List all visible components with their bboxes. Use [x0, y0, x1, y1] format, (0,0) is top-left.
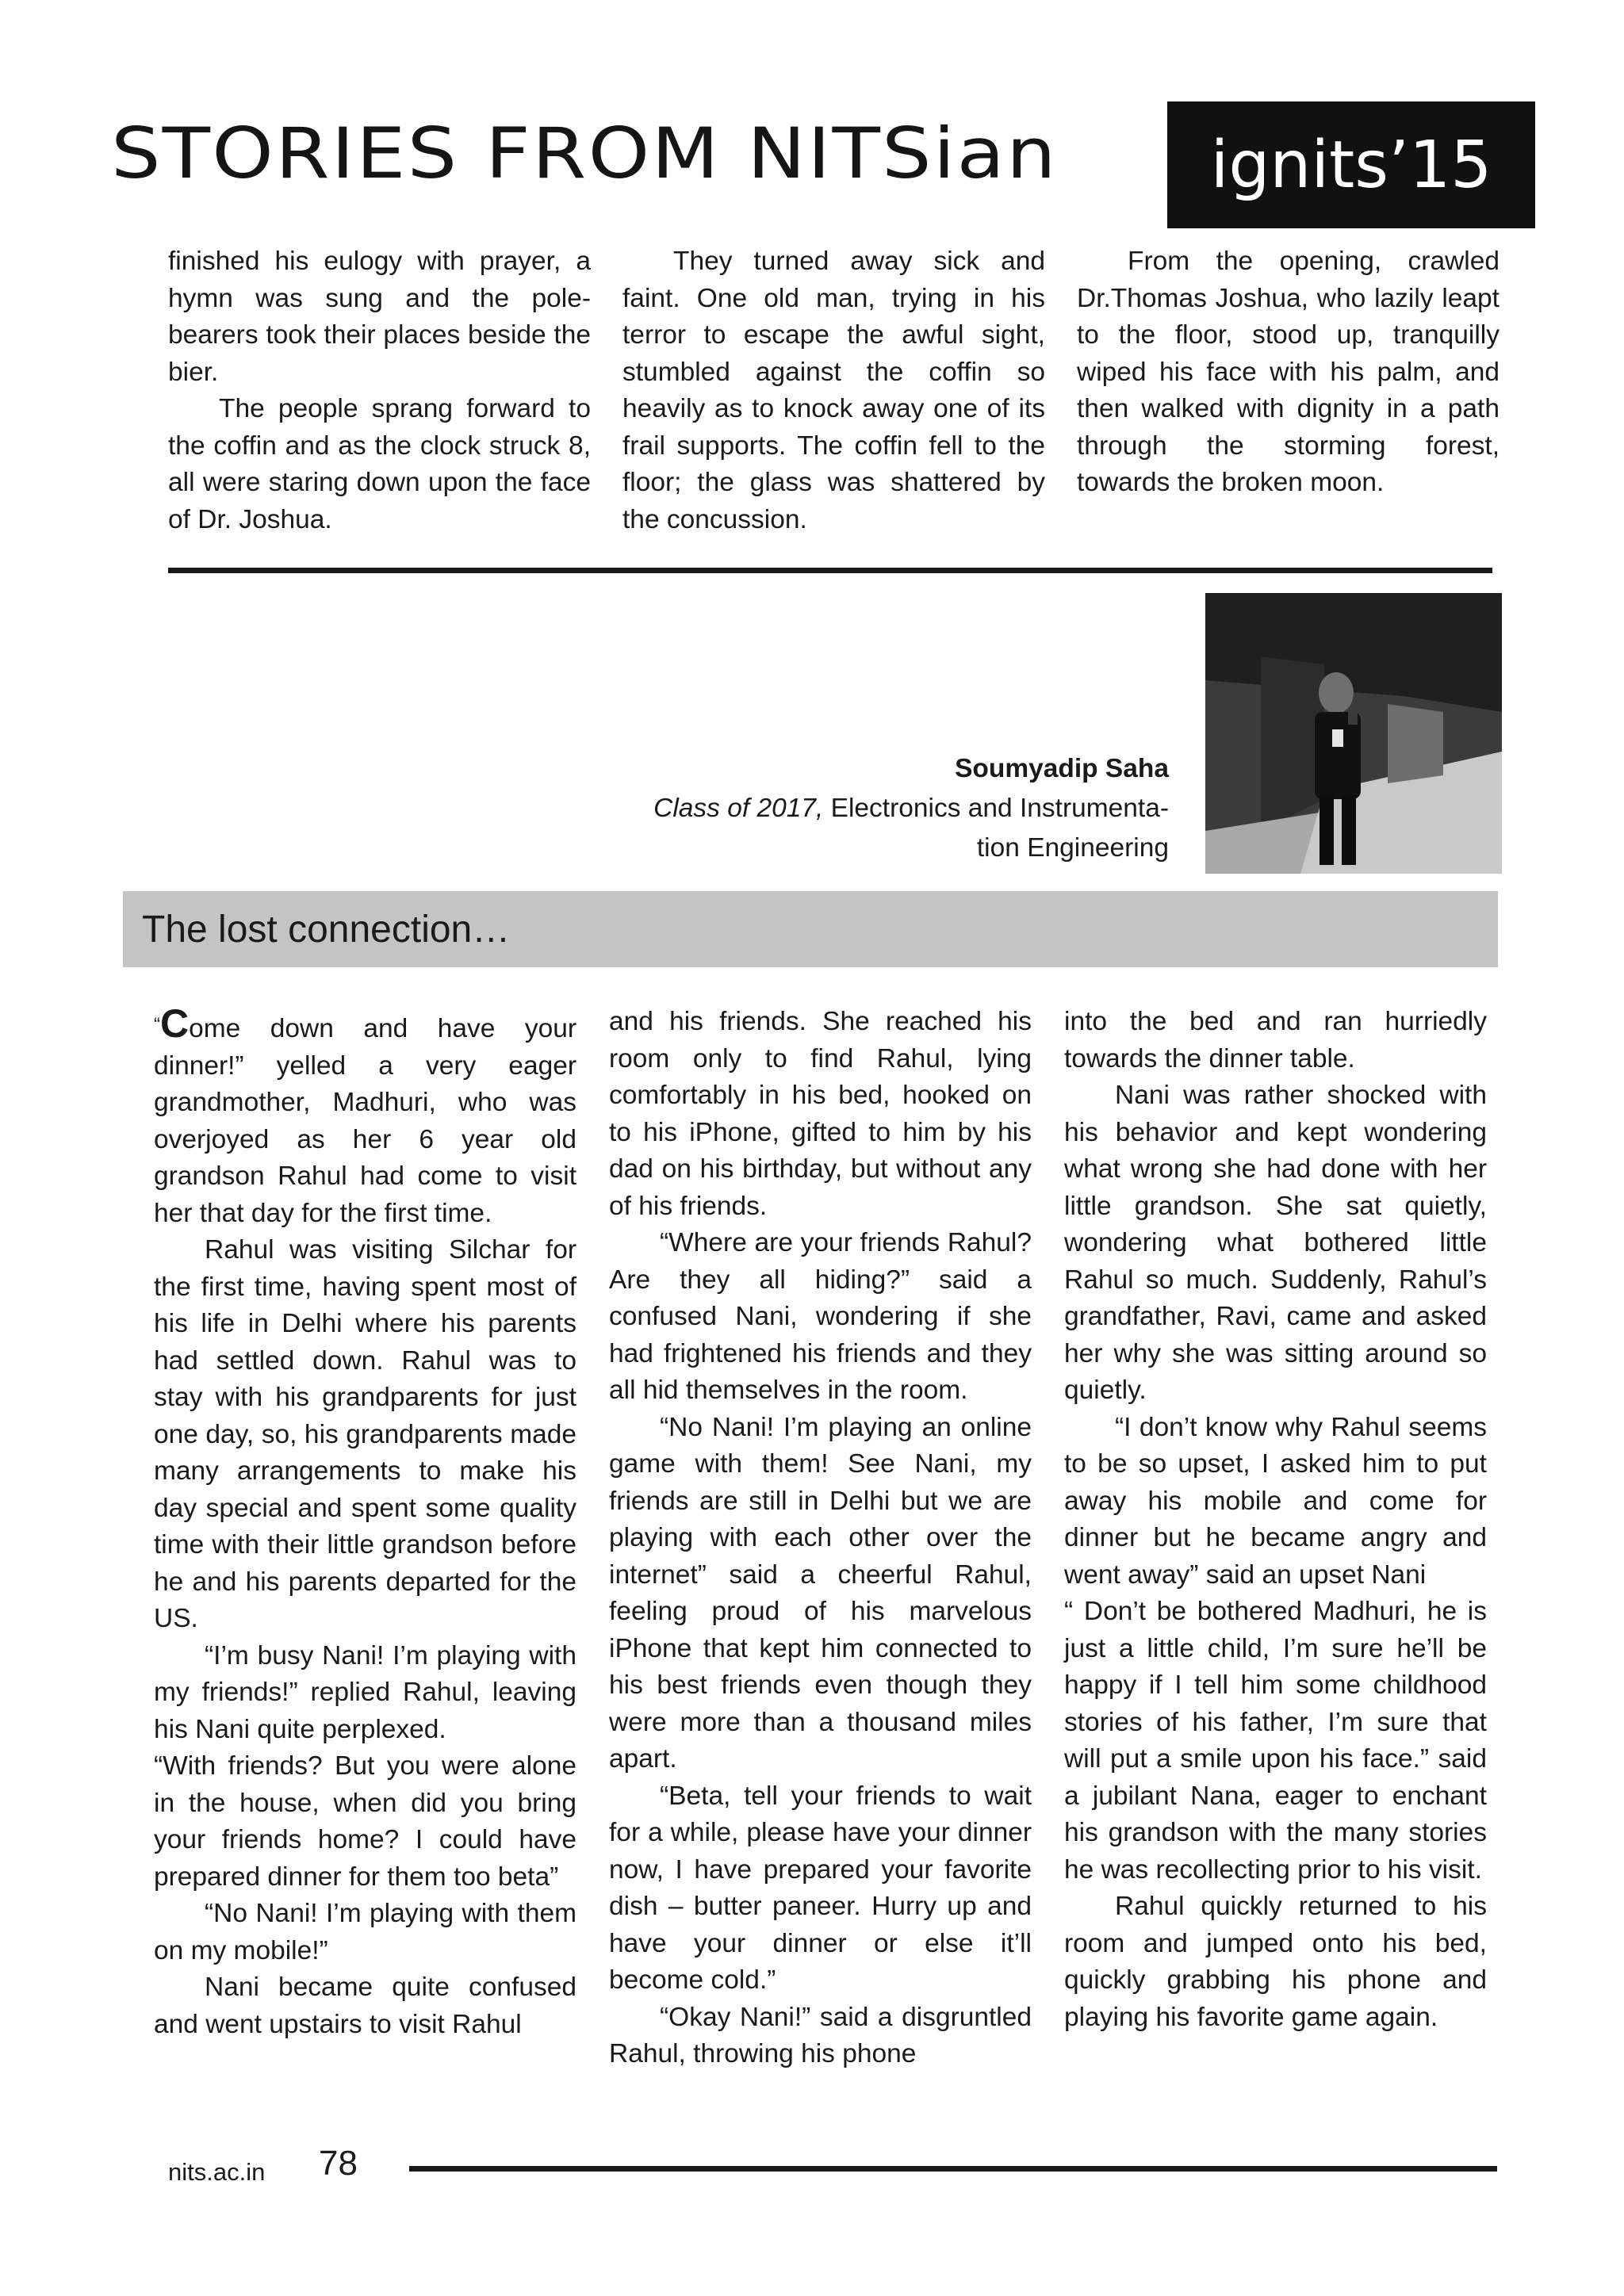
paragraph: The people sprang forward to the coffin and as the clock struck 8, all were staring down upon the face of Dr. Joshua. — [168, 394, 591, 534]
paragraph: They turned away sick and faint. One old man, trying in his terror to escape the awful sight, stumbled against the coffin so heavily as to knock away one of its frail supports. The coffin fell to the floor; the glass was shattered by the concussion. — [622, 247, 1045, 534]
paragraph: “ Don’t be bothered Madhuri, he is just a little child, I’m sure he’ll be happy if I tell him some childhood stories of his father, I’m sure that will put a smile upon his face.” said a jubilant Nana, eager to enchant his grandson with the many stories he was recollecting prior to his visit. — [1064, 1597, 1487, 1885]
paragraph — [154, 1001, 576, 1232]
open-quote: “ — [154, 1014, 160, 1035]
magazine-section-title: STORIES FROM NITSian — [111, 113, 1058, 194]
paragraph: “I don’t know why Rahul seems to be so upset, I asked him to put away his mobile and come for dinner but he became angry and went away” said an upset Nani — [1064, 1412, 1487, 1590]
paragraph: “Beta, tell your friends to wait for a while, please have your dinner now, I have prepared your favorite dish – butter paneer. Hurry up and have your dinner or else it’ll become cold.” — [609, 1781, 1032, 1995]
previous-story-column-3 — [1077, 243, 1500, 502]
author-department-continued: tion Engineering — [976, 833, 1169, 863]
paragraph: into the bed and ran hurriedly towards the dinner table. — [1064, 1007, 1487, 1073]
story-column-2 — [609, 1004, 1032, 2073]
author-class-year: Class of 2017, — [653, 794, 824, 823]
paragraph-text: ome down and have your dinner!” yelled a very eager grandmother, Madhuri, who was overjoyed as her 6 year old grandson Rahul had come to visit her that day for the first time. — [154, 1014, 576, 1228]
page-number: 78 — [319, 2144, 358, 2183]
previous-story-column-1 — [168, 243, 591, 538]
paragraph: Rahul quickly returned to his room and jumped onto his bed, quickly grabbing his phone and playing his favorite game again. — [1064, 1892, 1487, 2032]
story-title-bar — [123, 891, 1498, 967]
paragraph: and his friends. She reached his room only to find Rahul, lying comfortably in his bed, hooked on to his iPhone, gifted to him by his dad on his birthday, but without any of his friends. — [609, 1007, 1032, 1221]
paragraph: From the opening, crawled Dr.Thomas Joshua, who lazily leapt to the floor, stood up, tranquilly wiped his face with his palm, and then walked with dignity in a path through the storming forest, towards the broken moon. — [1077, 247, 1500, 497]
paragraph: Rahul was visiting Silchar for the first time, having spent most of his life in Delhi where his parents had settled down. Rahul was to stay with his grandparents for just one day, so, his grandparents made many arrangements to make his day special and spent some quality time with their little grandson before he and his parents departed for the US. — [154, 1235, 576, 1633]
paragraph: “With friends? But you were alone in the house, when did you bring your friends home? I could have prepared dinner for them too beta” — [154, 1751, 576, 1892]
story-column-3 — [1064, 1004, 1487, 2036]
footer-url: nits.ac.in — [168, 2158, 266, 2186]
paragraph: “No Nani! I’m playing with them on my mobile!” — [154, 1899, 576, 1965]
paragraph: Nani was rather shocked with his behavior and kept wondering what wrong she had done with her little grandson. She sat quietly, wondering what bothered little Rahul so much. Suddenly, Rahul’s grandfather, Ravi, came and asked her why she was sitting around so quietly. — [1064, 1081, 1487, 1405]
issue-badge: ignits’15 — [1167, 101, 1535, 228]
previous-story-column-2 — [622, 243, 1045, 538]
author-class — [566, 789, 1169, 828]
paragraph: “Where are your friends Rahul? Are they all hiding?” said a confused Nani, wondering if she had frightened his friends and they all hid themselves in the room. — [609, 1228, 1032, 1405]
author-photo — [1205, 593, 1502, 874]
author-info — [566, 749, 1169, 868]
drop-cap: C — [160, 1001, 190, 1046]
paragraph: finished his eulogy with prayer, a hymn was sung and the pole-bearers took their places beside the bier. — [168, 247, 591, 387]
story-column-1 — [154, 1001, 576, 2043]
paragraph: “I’m busy Nani! I’m playing with my friends!” replied Rahul, leaving his Nani quite perplexed. — [154, 1640, 576, 1744]
paragraph: “No Nani! I’m playing an online game with them! See Nani, my friends are still in Delhi but we are playing with each other over the internet” said a cheerful Rahul, feeling proud of his marvelous iPhone that kept him connected to his best friends even though they were more than a thousand miles apart. — [609, 1412, 1032, 1774]
divider-line — [168, 568, 1492, 573]
story-title: The lost connection… — [142, 908, 511, 951]
author-photo-image — [1205, 593, 1502, 874]
paragraph: “Okay Nani!” said a disgruntled Rahul, throwing his phone — [609, 2002, 1032, 2068]
author-department: Electronics and Instrumenta- — [823, 794, 1169, 823]
author-name: Soumyadip Saha — [955, 754, 1169, 783]
paragraph: Nani became quite confused and went upstairs to visit Rahul — [154, 1973, 576, 2039]
footer-rule — [409, 2166, 1497, 2172]
